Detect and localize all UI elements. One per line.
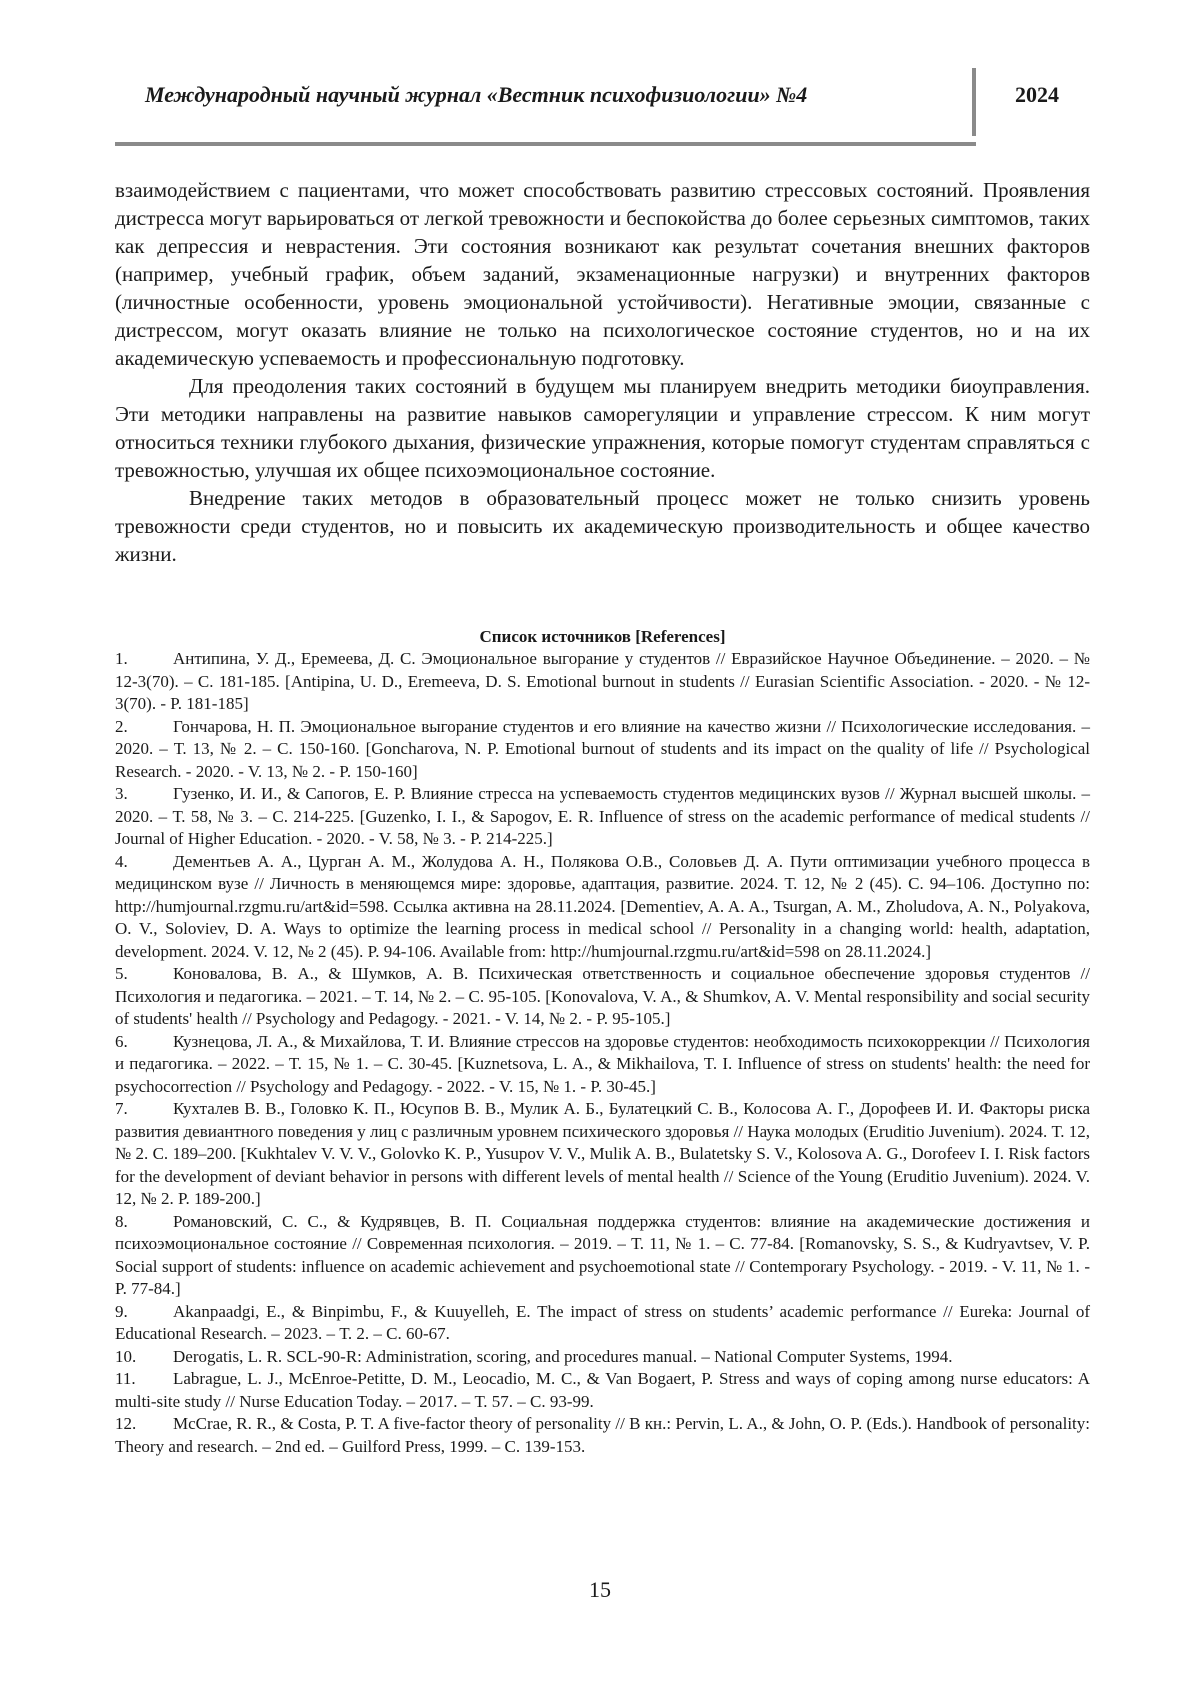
reference-item <box>115 963 1090 1031</box>
reference-text: Labrague, L. J., McEnroe-Petitte, D. M., Leocadio, M. C., & Van Bogaert, P. Stress and ways of coping among nurse educators: A multi-site study // Nurse Education Today. – 2017. – Т. 57. – С. 93-99. <box>115 1369 1090 1411</box>
reference-number: 8. <box>115 1211 128 1231</box>
reference-number: 5. <box>115 964 128 983</box>
reference-number: 3. <box>115 784 128 803</box>
header-vertical-divider <box>972 68 976 136</box>
reference-item <box>115 1301 1090 1346</box>
reference-number: 6. <box>115 1031 128 1051</box>
body-paragraph: взаимодействием с пациентами, что может способствовать развитию стрессовых состояний. Проявления дистресса могут варьироваться от легкой тревожности и беспокойства до более серьезных симптомов, таких как депрессия и неврастения. Эти состояния возникают как результат сочетания внешних факторов (например, учебный график, объем заданий, экзаменационные нагрузки) и внутренних факторов (личностные особенности, уровень эмоциональной устойчивости). Негативные эмоции, связанные с дистрессом, могут оказать влияние не только на психологическое состояние студентов, но и на их академическую успеваемость и профессиональную подготовку. <box>115 178 1090 370</box>
reference-text: Гончарова, Н. П. Эмоциональное выгорание студентов и его влияние на качество жизни // Психологические исследования. – 2020. – Т. 13, № 2. – С. 150-160. [Goncharova, N. P. Emotional burnout of students and its impact on the quality of life // Psychological Research. - 2020. - V. 13, № 2. - P. 150-160] <box>115 716 1090 781</box>
reference-text: Гузенко, И. И., & Сапогов, Е. Р. Влияние стресса на успеваемость студентов медицинских вузов // Журнал высшей школы. – 2020. – Т. 58, № 3. – С. 214-225. [Guzenko, I. I., & Sapogov, E. R. Influence of stress on the academic performance of medical students // Journal of Higher Education. - 2020. - V. 58, № 3. - P. 214-225.] <box>115 784 1090 848</box>
reference-number: 11. <box>115 1369 136 1388</box>
reference-number: 9. <box>115 1301 128 1321</box>
reference-text: Кузнецова, Л. А., & Михайлова, Т. И. Влияние стрессов на здоровье студентов: необходимость психокоррекции // Психология и педагогика. – 2022. – Т. 15, № 1. – С. 30-45. [Kuznetsova, L. A., & Mikhailova, T. I. Influence of stress on students' health: the need for psychocorrection // Psychology and Pedagogy. - 2022. - V. 15, № 1. - P. 30-45.] <box>115 1031 1090 1096</box>
reference-item <box>115 1098 1090 1211</box>
reference-text: Кухталев В. В., Головко К. П., Юсупов В. В., Мулик А. Б., Булатецкий С. В., Колосова А. Г., Дорофеев И. И. Факторы риска развития девиантного поведения у лиц с различным уровнем психического здоровья // Наука молодых (Eruditio Juvenium). 2024. Т. 12, № 2. С. 189–200. [Kukhtalev V. V. V., Golovko K. P., Yusupov V. V., Mulik A. B., Bulatetsky S. V., Kolosova A. G., Dorofeev I. I. Risk factors for the development of deviant behavior in persons with different levels of mental health // Science of the Young (Eruditio Juvenium). 2024. V. 12, № 2. P. 189-200.] <box>115 1099 1090 1208</box>
reference-number: 12. <box>115 1414 137 1433</box>
reference-text: Akanpaadgi, E., & Binpimbu, F., & Kuuyelleh, E. The impact of stress on students’ academic performance // Eureka: Journal of Educational Research. – 2023. – Т. 2. – С. 60-67. <box>115 1301 1090 1343</box>
reference-text: Коновалова, В. А., & Шумков, А. В. Психическая ответственность и социальное обеспечение здоровья студентов // Психология и педагогика. – 2021. – Т. 14, № 2. – С. 95-105. [Konovalova, V. A., & Shumkov, A. V. Mental responsibility and social security of students' health // Psychology and Pedagogy. - 2021. - V. 14, № 2. - P. 95-105.] <box>115 964 1090 1028</box>
reference-number: 1. <box>115 649 128 668</box>
page-header <box>115 64 1090 144</box>
references-section <box>115 626 1090 1458</box>
reference-number: 2. <box>115 716 128 736</box>
reference-item <box>115 1211 1090 1301</box>
reference-number: 7. <box>115 1099 128 1118</box>
journal-title: Международный научный журнал «Вестник психофизиологии» №4 <box>145 82 808 107</box>
issue-year: 2024 <box>1015 82 1059 107</box>
article-body <box>115 176 1090 568</box>
reference-text: Derogatis, L. R. SCL-90-R: Administration, scoring, and procedures manual. – National Computer Systems, 1994. <box>173 1346 953 1366</box>
reference-item <box>115 716 1090 784</box>
reference-text: Дементьев А. А., Цурган А. М., Жолудова А. Н., Полякова О.В., Соловьев Д. А. Пути оптимизации учебного процесса в медицинском вузе // Личность в меняющемся мире: здоровье, адаптация, развитие. 2024. Т. 12, № 2 (45). С. 94–106. Доступно по: http://humjournal.rzgmu.ru/art&id=598. Ссылка активна на 28.11.2024. [Dementiev, A. A. A., Tsurgan, A. M., Zholudova, A. N., Polyakova, O. V., Soloviev, D. A. Ways to optimize the learning process in medical school // Personality in a changing world: health, adaptation, development. 2024. V. 12, № 2 (45). P. 94-106. Available from: http://humjournal.rzgmu.ru/art&id=598 on 28.11.2024.] <box>115 851 1090 961</box>
reference-item <box>115 1413 1090 1458</box>
reference-text: Романовский, С. С., & Кудрявцев, В. П. Социальная поддержка студентов: влияние на академические достижения и психоэмоциональное состояние // Современная психология. – 2019. – Т. 11, № 1. – С. 77-84. [Romanovsky, S. S., & Kudryavtsev, V. P. Social support of students: influence on academic achievement and psychoemotional state // Contemporary Psychology. - 2019. - V. 11, № 1. - P. 77-84.] <box>115 1211 1090 1298</box>
body-paragraph: Внедрение таких методов в образовательный процесс может не только снизить уровень тревожности среди студентов, но и повысить их академическую производительность и общее качество жизни. <box>115 486 1090 566</box>
reference-item <box>115 1368 1090 1413</box>
header-horizontal-divider <box>115 142 976 146</box>
page-number: 15 <box>589 1577 611 1602</box>
reference-item <box>115 1031 1090 1099</box>
reference-item <box>115 648 1090 716</box>
body-paragraph: Для преодоления таких состояний в будущем мы планируем внедрить методики биоуправления. Эти методики направлены на развитие навыков саморегуляции и управление стрессом. К ним могут относиться техники глубокого дыхания, физические упражнения, которые помогут студентам справляться с тревожностью, улучшая их общее психоэмоциональное состояние. <box>115 374 1090 482</box>
reference-number: 10. <box>115 1346 137 1366</box>
reference-item <box>115 1346 1090 1369</box>
references-title: Список источников [References] <box>479 627 726 646</box>
reference-text: McCrae, R. R., & Costa, P. T. A five-factor theory of personality // В кн.: Pervin, L. A., & John, O. P. (Eds.). Handbook of personality: Theory and research. – 2nd ed. – Guilford Press, 1999. – С. 139-153. <box>115 1414 1090 1456</box>
reference-text: Антипина, У. Д., Еремеева, Д. С. Эмоциональное выгорание у студентов // Евразийское Научное Объединение. – 2020. – № 12-3(70). – С. 181-185. [Antipina, U. D., Eremeeva, D. S. Emotional burnout in students // Eurasian Scientific Association. - 2020. - № 12-3(70). - P. 181-185] <box>115 649 1090 713</box>
reference-number: 4. <box>115 851 128 871</box>
reference-item <box>115 851 1090 964</box>
reference-item <box>115 783 1090 851</box>
